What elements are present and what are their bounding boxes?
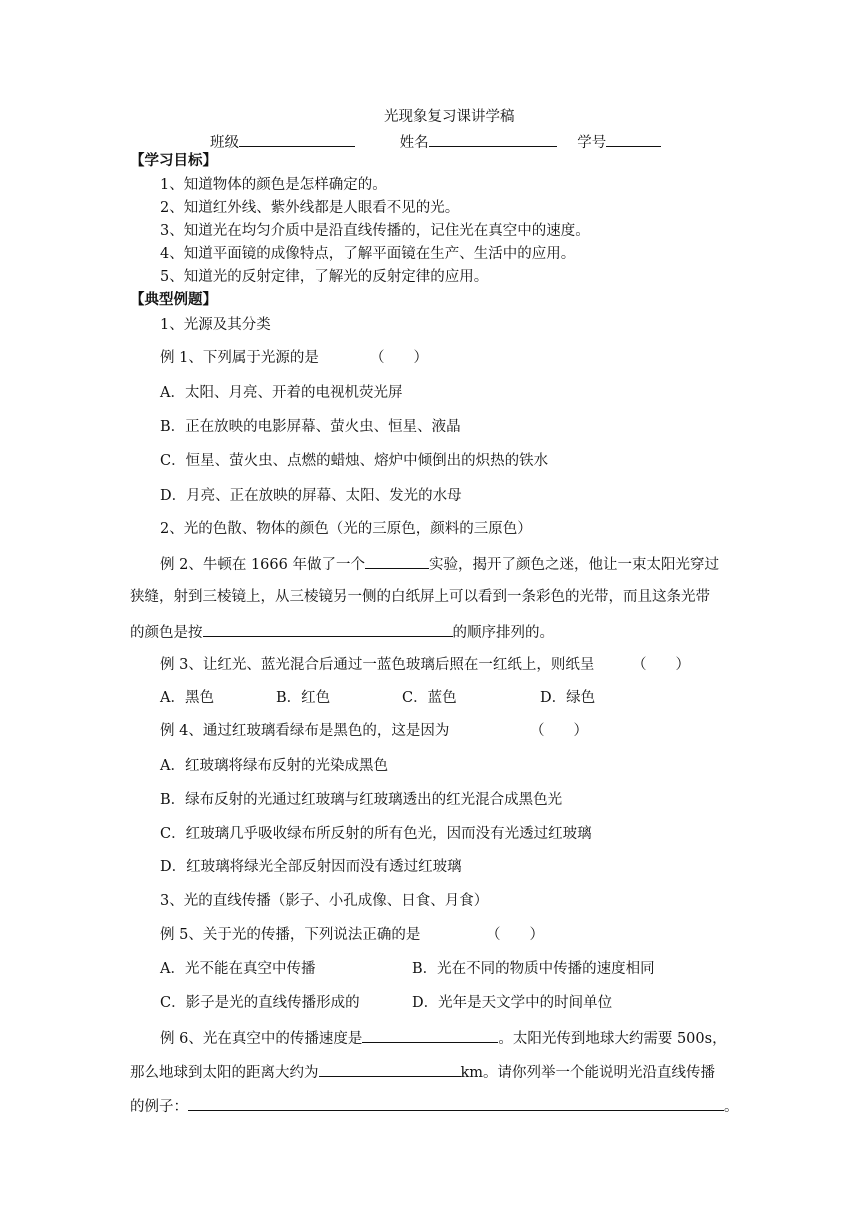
class-blank[interactable] <box>239 131 355 147</box>
goal-item: 1、知道物体的颜色是怎样确定的。 <box>160 177 387 193</box>
topic-heading: 3、光的直线传播（影子、小孔成像、日食、月食） <box>160 893 489 909</box>
fill-blank[interactable] <box>188 1095 724 1111</box>
option-c: C．影子是光的直线传播形成的 <box>160 995 360 1011</box>
goal-item: 2、知道红外线、紫外线都是人眼看不见的光。 <box>160 200 460 216</box>
id-label: 学号 <box>577 135 607 151</box>
option-a: A．太阳、月亮、开着的电视机荧光屏 <box>160 385 403 401</box>
answer-paren[interactable]: （ ） <box>530 723 588 739</box>
option-a: A．黑色 <box>160 690 214 706</box>
example-2-line-2: 狭缝，射到三棱镜上，从三棱镜另一侧的白纸屏上可以看到一条彩色的光带，而且这条光带 <box>130 589 710 605</box>
fill-blank[interactable] <box>362 1027 498 1043</box>
example-2-line-1: 例 2、牛顿在 1666 年做了一个 实验，揭开了颜色之迷，他让一束太阳光穿过 <box>160 553 719 575</box>
fill-blank[interactable] <box>319 1061 461 1077</box>
option-c: C．红玻璃几乎吸收绿布所反射的所有色光，因而没有光透过红玻璃 <box>160 826 592 842</box>
topic-heading: 2、光的色散、物体的颜色（光的三原色，颜料的三原色） <box>160 521 532 537</box>
fill-blank[interactable] <box>203 621 453 637</box>
example-5-question: 例 5、关于光的传播，下列说法正确的是 <box>160 927 421 943</box>
student-info-row <box>210 131 661 153</box>
example-1-question: 例 1、下列属于光源的是 <box>160 350 319 366</box>
answer-paren[interactable]: （ ） <box>632 657 690 673</box>
name-label: 姓名 <box>399 135 429 151</box>
goal-item: 4、知道平面镜的成像特点，了解平面镜在生产、生活中的应用。 <box>160 246 576 262</box>
option-d: D．红玻璃将绿光全部反射因而没有透过红玻璃 <box>160 859 462 875</box>
option-a: A．红玻璃将绿布反射的光染成黑色 <box>160 758 388 774</box>
class-label: 班级 <box>210 135 239 151</box>
example-2-line-3: 的颜色是按 的顺序排列的。 <box>130 621 554 643</box>
example-4-question: 例 4、通过红玻璃看绿布是黑色的，这是因为 <box>160 723 450 739</box>
section-heading-examples: 【典型例题】 <box>130 291 217 308</box>
goal-item: 3、知道光在均匀介质中是沿直线传播的，记住光在真空中的速度。 <box>160 223 590 239</box>
option-d: D．光年是天文学中的时间单位 <box>412 995 613 1011</box>
option-d: D．绿色 <box>540 690 596 706</box>
answer-paren[interactable]: （ ） <box>370 350 428 366</box>
goal-item: 5、知道光的反射定律，了解光的反射定律的应用。 <box>160 269 489 285</box>
example-6-line-2: 那么地球到太阳的距离大约为 km。请你列举一个能说明光沿直线传播 <box>130 1061 715 1083</box>
option-d: D．月亮、正在放映的屏幕、太阳、发光的水母 <box>160 488 462 504</box>
page-title: 光现象复习课讲学稿 <box>384 109 515 125</box>
option-b: B．光在不同的物质中传播的速度相同 <box>412 961 655 977</box>
option-b: B．绿布反射的光通过红玻璃与红玻璃透出的红光混合成黑色光 <box>160 792 563 808</box>
name-blank[interactable] <box>429 131 557 147</box>
id-blank[interactable] <box>606 131 661 147</box>
fill-blank[interactable] <box>365 553 429 569</box>
option-b: B．正在放映的电影屏幕、萤火虫、恒星、液晶 <box>160 419 461 435</box>
answer-paren[interactable]: （ ） <box>486 927 544 943</box>
option-c: C．恒星、萤火虫、点燃的蜡烛、熔炉中倾倒出的炽热的铁水 <box>160 453 549 469</box>
option-a: A．光不能在真空中传播 <box>160 961 316 977</box>
example-3-question: 例 3、让红光、蓝光混合后通过一蓝色玻璃后照在一红纸上，则纸呈 <box>160 657 595 673</box>
example-6-line-3: 的例子： 。 <box>130 1095 739 1117</box>
example-6-line-1: 例 6、光在真空中的传播速度是 。太阳光传到地球大约需要 500s， <box>160 1027 727 1049</box>
topic-heading: 1、光源及其分类 <box>160 317 271 333</box>
option-b: B．红色 <box>276 690 331 706</box>
section-heading-goals: 【学习目标】 <box>130 152 217 169</box>
option-c: C．蓝色 <box>402 690 457 706</box>
